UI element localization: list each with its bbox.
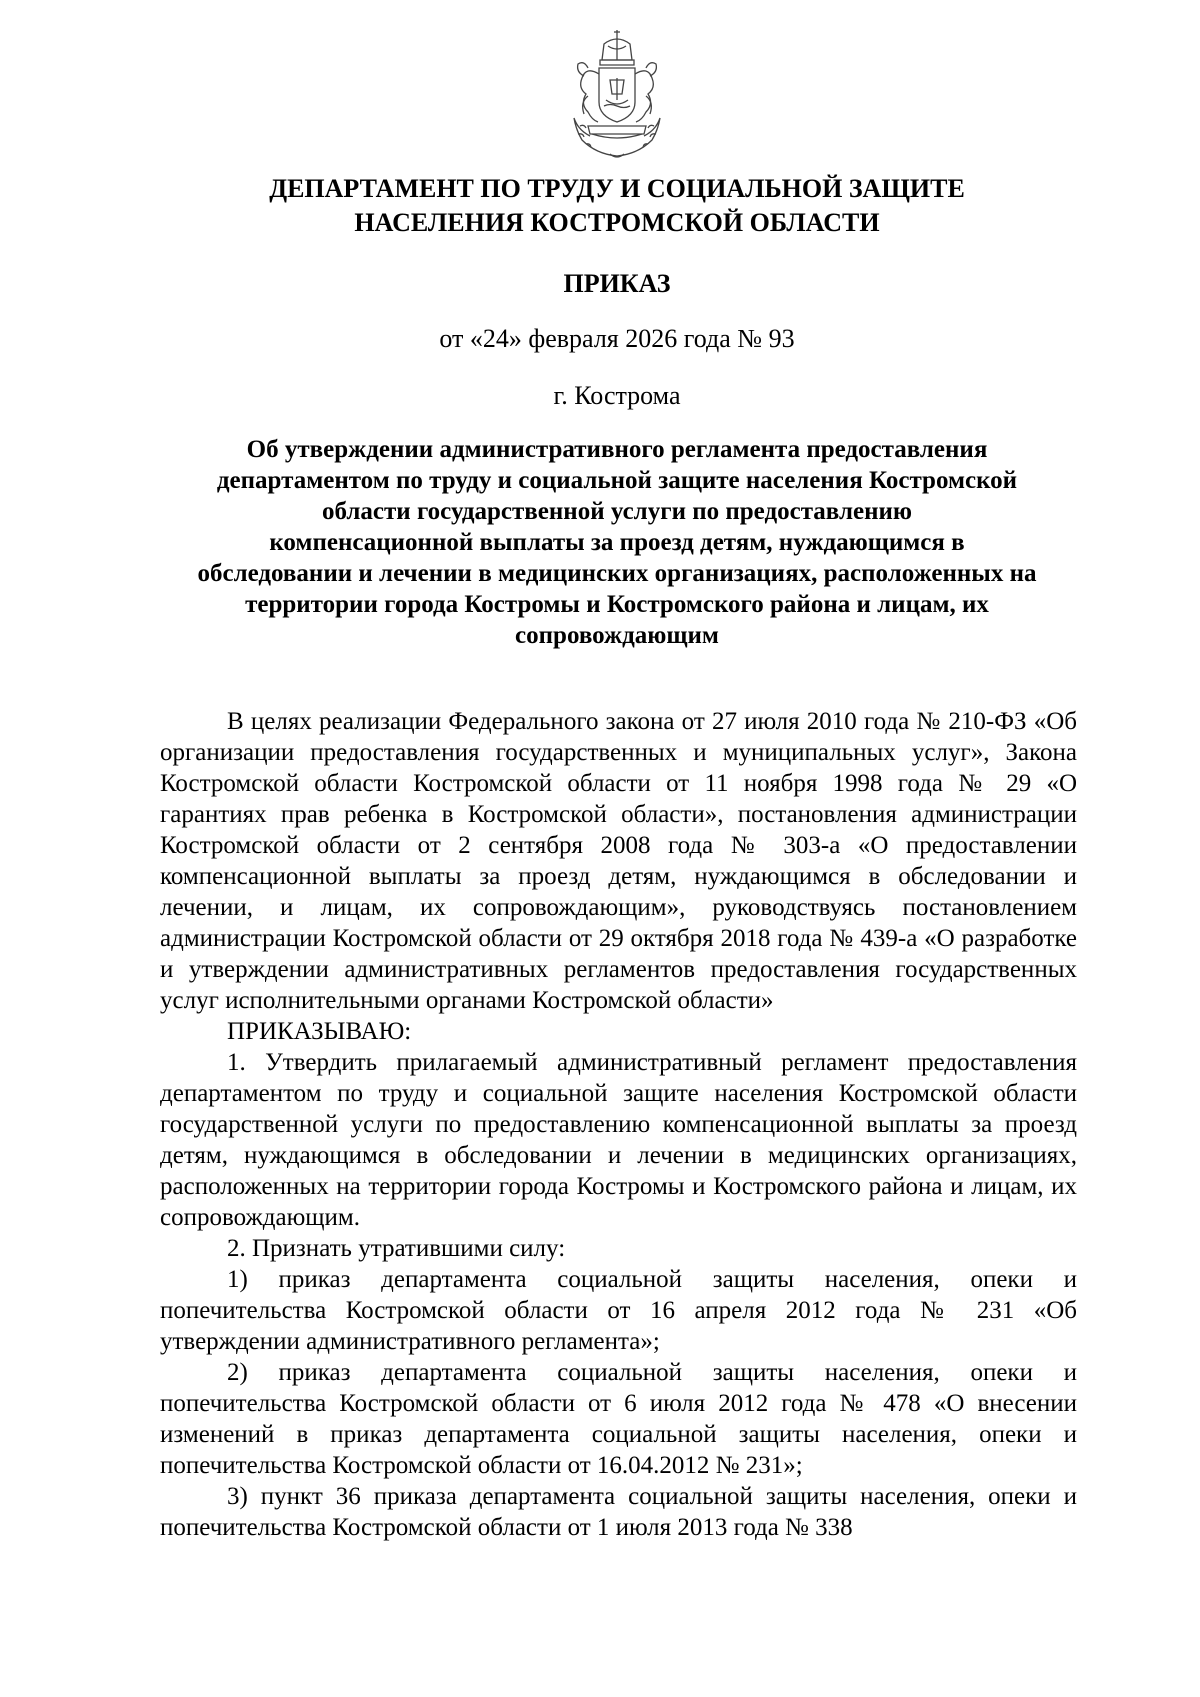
subject-line: территории города Костромы и Костромского района и лицам, их [245, 591, 989, 618]
order-item-1: 1. Утвердить прилагаемый административный регламент предоставления департаментом по труду и социальной защите населения Костромской области государственной услуги по предоставлению компенсационной выплаты за проезд детям, нуждающимся в обследовании и лечении в медицинских организациях, расположенных на территории города Костромы и Костромского района и лицам, их сопровождающим. [160, 1049, 1077, 1231]
department-header-line-1: ДЕПАРТАМЕНТ ПО ТРУДУ И СОЦИАЛЬНОЙ ЗАЩИТЕ [269, 174, 965, 203]
subject-line: области государственной услуги по предоставлению [322, 498, 912, 525]
subject-line: департаментом по труду и социальной защите населения Костромской [216, 467, 1018, 494]
document-type-title: ПРИКАЗ [563, 269, 671, 298]
document-body [160, 706, 1077, 1543]
preamble-paragraph: В целях реализации Федерального закона от 27 июля 2010 года № 210-ФЗ «Об организации предоставления государственных и муниципальных услуг», Закона Костромской области Костромской области от 11 ноября 1998 года № 29 «О гарантиях прав ребенка в Костромской области», постановления администрации Костромской области от 2 сентября 2008 года № 303-а «О предоставлении компенсационной выплаты за проезд детям, нуждающимся в обследовании и лечении, и лицам, их сопровождающим», руководствуясь постановлением администрации Костромской области от 29 октября 2018 года № 439-а «О разработке и утверждении административных регламентов предоставления государственных услуг исполнительными органами Костромской области» [160, 708, 1077, 1014]
document-city: г. Кострома [553, 381, 681, 410]
order-item-2: 2. Признать утратившими силу: [227, 1235, 566, 1262]
subject-line: сопровождающим [515, 622, 719, 649]
document-date-number: от «24» февраля 2026 года № 93 [439, 324, 795, 353]
document-subject [150, 434, 1084, 651]
order-item-2-subitem-2: 2) приказ департамента социальной защиты населения, опеки и попечительства Костромской области от 6 июля 2012 года № 478 «О внесении изменений в приказ департамента социальной защиты населения, опеки и попечительства Костромской области от 16.04.2012 № 231»; [160, 1359, 1077, 1479]
order-item-2-subitem-1: 1) приказ департамента социальной защиты населения, опеки и попечительства Костромской области от 16 апреля 2012 года № 231 «Об утверждении административного регламента»; [160, 1266, 1077, 1355]
department-header-line-2: НАСЕЛЕНИЯ КОСТРОМСКОЙ ОБЛАСТИ [354, 208, 880, 237]
subject-line: Об утверждении административного регламента предоставления [246, 436, 988, 463]
coat-of-arms-emblem [566, 30, 668, 162]
department-header [150, 172, 1084, 240]
subject-line: компенсационной выплаты за проезд детям, нуждающимся в [269, 529, 965, 556]
order-word: ПРИКАЗЫВАЮ: [227, 1018, 412, 1045]
order-item-2-subitem-3: 3) пункт 36 приказа департамента социальной защиты населения, опеки и попечительства Костромской области от 1 июля 2013 года № 338 [160, 1483, 1077, 1541]
subject-line: обследовании и лечении в медицинских организациях, расположенных на [197, 560, 1037, 587]
